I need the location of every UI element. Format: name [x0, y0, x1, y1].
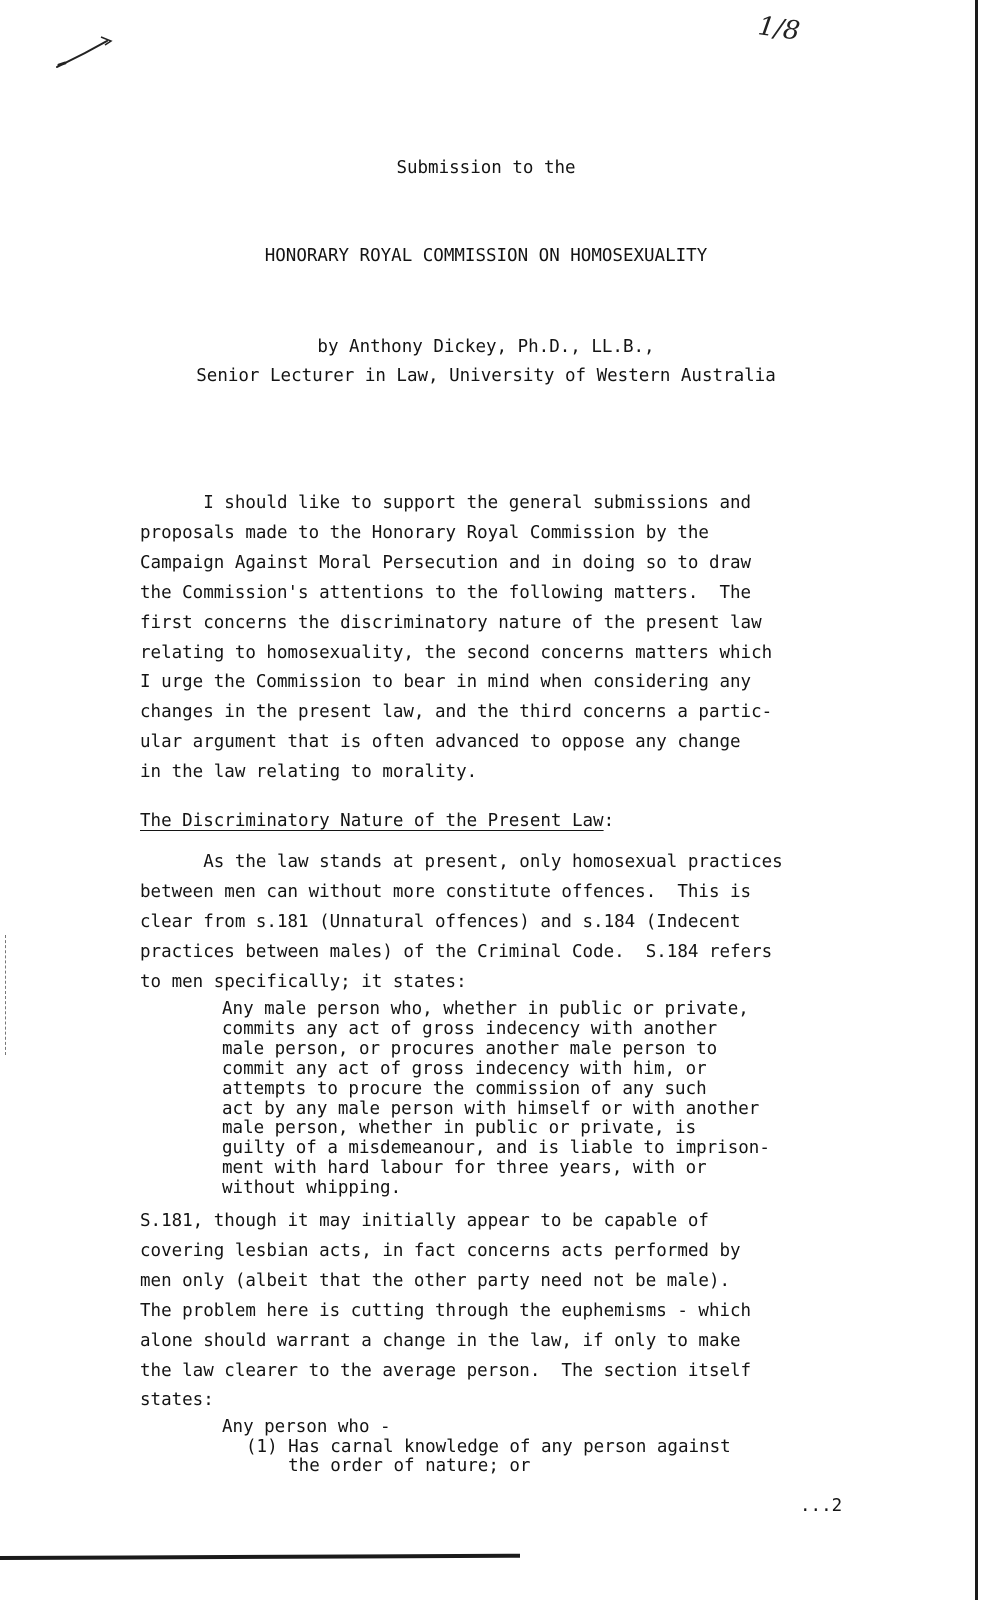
paragraph-line: Campaign Against Moral Persecution and in doing so to draw — [140, 552, 752, 573]
continuation-marker: ...2 — [800, 1496, 843, 1516]
paragraph-line: ular argument that is often advanced to oppose any change — [140, 732, 741, 753]
paragraph-line: first concerns the discriminatory nature of the present law — [140, 612, 762, 633]
quote-line: male person, whether in public or private, is — [222, 1118, 697, 1139]
quote-line: commits any act of gross indecency with another — [222, 1018, 718, 1039]
s181-paragraph — [140, 1207, 880, 1416]
quote-line: guilty of a misdemeanour, and is liable to imprison- — [222, 1138, 770, 1159]
quote-s181 — [222, 1418, 731, 1477]
paragraph-line: The problem here is cutting through the euphemisms - which — [140, 1300, 752, 1321]
paragraph-line: S.181, though it may initially appear to be capable of — [140, 1211, 709, 1231]
paragraph-line: alone should warrant a change in the law, if only to make — [140, 1330, 741, 1351]
paragraph-line: men only (albeit that the other party need not be male). — [140, 1270, 731, 1291]
paragraph-line: I urge the Commission to bear in mind when considering any — [140, 672, 752, 693]
paragraph-line: the Commission's attentions to the following matters. The — [140, 582, 752, 603]
paragraph-line: to men specifically; it states: — [140, 971, 467, 992]
document-title: HONORARY ROYAL COMMISSION ON HOMOSEXUALITY — [264, 246, 708, 266]
paragraph-line: I should like to support the general submissions and — [140, 493, 752, 513]
paragraph-line: As the law stands at present, only homosexual practices — [140, 852, 783, 872]
quote-lead: Any person who - — [222, 1417, 391, 1437]
intro-paragraph — [140, 489, 880, 788]
paragraph-line: states: — [140, 1390, 214, 1411]
paragraph-line: proposals made to the Honorary Royal Commission by the — [140, 522, 709, 543]
quote-list-item-continued: the order of nature; or — [246, 1456, 531, 1476]
paragraph-line: the law clearer to the average person. The section itself — [140, 1360, 752, 1381]
paragraph-line: in the law relating to morality. — [140, 762, 478, 783]
quote-list-item: (1) Has carnal knowledge of any person against — [246, 1436, 731, 1457]
affiliation-line: Senior Lecturer in Law, University of Western Australia — [196, 366, 776, 386]
page-edge-right — [975, 0, 978, 1600]
page-edge-bottom — [0, 1554, 520, 1560]
quote-line: without whipping. — [222, 1178, 402, 1199]
paragraph-line: clear from s.181 (Unnatural offences) and s.184 (Indecent — [140, 911, 741, 932]
quote-line: male person, or procures another male person to — [222, 1038, 718, 1059]
pen-mark-icon — [55, 35, 115, 71]
paragraph-line: practices between males) of the Criminal Code. S.184 refers — [140, 941, 773, 962]
title-line-1: Submission to the — [396, 158, 576, 178]
quote-s184 — [222, 1000, 862, 1199]
section-heading-text: The Discriminatory Nature of the Present Law — [140, 811, 604, 831]
section-paragraph — [140, 848, 880, 998]
paragraph-line: changes in the present law, and the third concerns a partic- — [140, 702, 773, 723]
quote-line: attempts to procure the commission of any such — [222, 1078, 707, 1099]
quote-line: act by any male person with himself or with another — [222, 1098, 760, 1119]
paragraph-line: between men can without more constitute offences. This is — [140, 881, 752, 902]
quote-line: ment with hard labour for three years, with or — [222, 1158, 707, 1179]
quote-line: Any male person who, whether in public or private, — [222, 999, 749, 1019]
section-heading — [140, 809, 614, 833]
handwritten-page-marker: 1/8 — [756, 11, 802, 47]
section-heading-suffix: : — [603, 811, 615, 831]
paragraph-line: relating to homosexuality, the second concerns matters which — [140, 642, 773, 663]
author-line: by Anthony Dickey, Ph.D., LL.B., — [317, 337, 655, 357]
quote-line: commit any act of gross indecency with him, or — [222, 1058, 707, 1079]
scan-margin-mark — [5, 935, 7, 1055]
paragraph-line: covering lesbian acts, in fact concerns acts performed by — [140, 1240, 741, 1261]
